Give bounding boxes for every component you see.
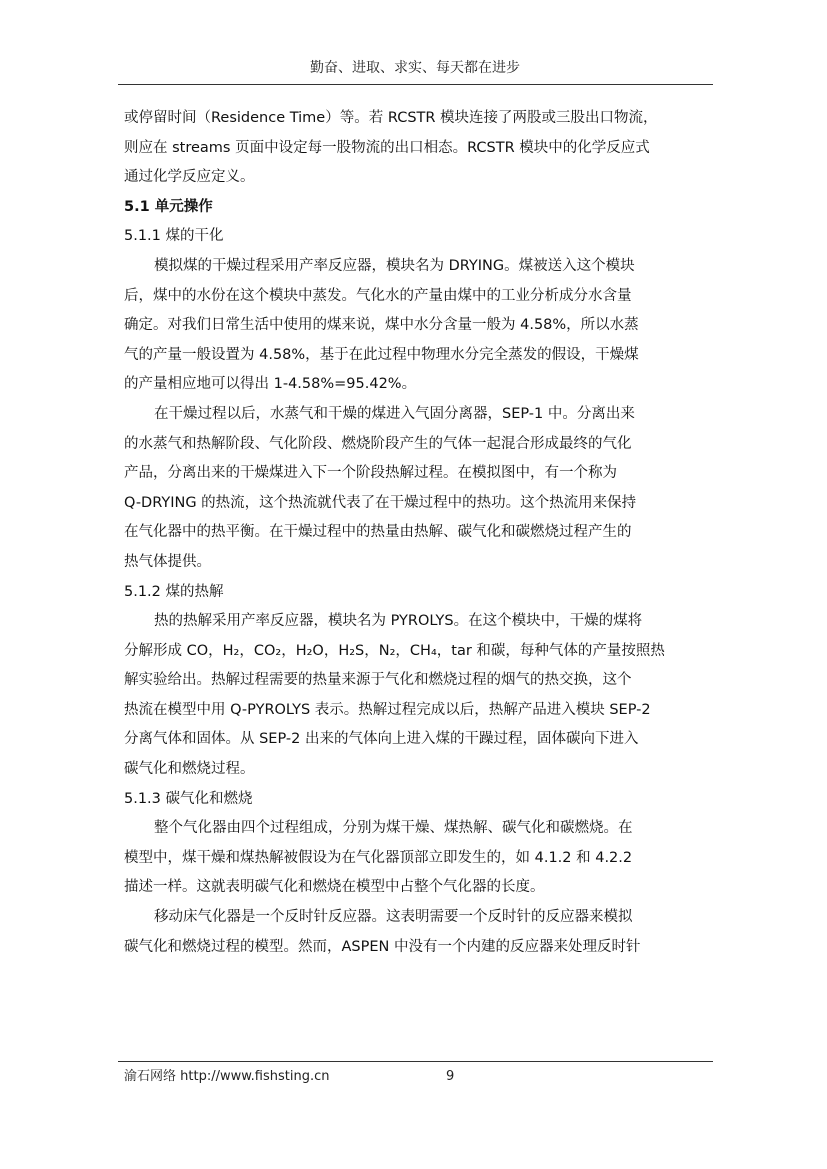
text-line: 热流在模型中用 Q-PYROLYS 表示。热解过程完成以后，热解产品进入模块 SEP-2 xyxy=(124,701,651,718)
text-line: 确定。对我们日常生活中使用的煤来说，煤中水分含量一般为 4.58%，所以水蒸 xyxy=(124,317,639,334)
text-line: 热气体提供。 xyxy=(124,553,211,570)
text-line: 在气化器中的热平衡。在干燥过程中的热量由热解、碳气化和碳燃烧过程产生的 xyxy=(124,524,632,541)
page-number: 9 xyxy=(446,1069,455,1084)
paragraph-first-line: 移动床气化器是一个反时针反应器。这表明需要一个反时针的反应器来模拟 xyxy=(154,909,633,926)
text-line: 通过化学反应定义。 xyxy=(124,169,255,186)
subsection-heading: 5.1.1 煤的干化 xyxy=(124,228,224,245)
text-line: 模型中，煤干燥和煤热解被假设为在气化器顶部立即发生的，如 4.1.2 和 4.2.2 xyxy=(124,849,633,866)
text-line: Q-DRYING 的热流，这个热流就代表了在干燥过程中的热功。这个热流用来保持 xyxy=(124,494,637,511)
footer-site: 渝石网络 http://www.fishsting.cn xyxy=(124,1069,330,1084)
text-line: 产品，分离出来的干燥煤进入下一个阶段热解过程。在模拟图中，有一个称为 xyxy=(124,465,617,482)
text-line: 分离气体和固体。从 SEP-2 出来的气体向上进入煤的干躁过程，固体碳向下进入 xyxy=(124,731,639,748)
page-header: 勤奋、进取、求实、每天都在进步 xyxy=(310,60,520,76)
text-line: 的产量相应地可以得出 1-4.58%=95.42%。 xyxy=(124,376,417,393)
paragraph-first-line: 在干燥过程以后，水蒸气和干燥的煤进入气固分离器，SEP-1 中。分离出来 xyxy=(154,405,635,422)
header-rule xyxy=(118,84,713,85)
document-body xyxy=(124,104,706,962)
text-line: 则应在 streams 页面中设定每一股物流的出口相态。RCSTR 模块中的化学反应式 xyxy=(124,139,650,156)
footer-rule xyxy=(118,1061,713,1062)
subsection-heading: 5.1.2 煤的热解 xyxy=(124,583,224,600)
text-line: 描述一样。这就表明碳气化和燃烧在模型中占整个气化器的长度。 xyxy=(124,879,545,896)
text-line: 碳气化和燃烧过程。 xyxy=(124,761,255,778)
text-line: 气的产量一般设置为 4.58%，基于在此过程中物理水分完全蒸发的假设，干燥煤 xyxy=(124,346,639,363)
paragraph-first-line: 模拟煤的干燥过程采用产率反应器，模块名为 DRYING。煤被送入这个模块 xyxy=(154,257,635,274)
paragraph-first-line: 热的热解采用产率反应器，模块名为 PYROLYS。在这个模块中，干燥的煤将 xyxy=(154,613,643,630)
subsection-heading: 5.1.3 碳气化和燃烧 xyxy=(124,790,253,807)
text-line: 解实验给出。热解过程需要的热量来源于气化和燃烧过程的烟气的热交换，这个 xyxy=(124,672,632,689)
text-line: 分解形成 CO，H₂，CO₂，H₂O，H₂S，N₂，CH₄，tar 和碳，每种气体的产量按照热 xyxy=(124,642,665,659)
text-line: 或停留时间（Residence Time）等。若 RCSTR 模块连接了两股或三股出口物流， xyxy=(124,110,658,126)
paragraph-first-line: 整个气化器由四个过程组成，分别为煤干燥、煤热解、碳气化和碳燃烧。在 xyxy=(154,820,633,837)
section-heading: 5.1 单元操作 xyxy=(124,198,213,215)
text-line: 的水蒸气和热解阶段、气化阶段、燃烧阶段产生的气体一起混合形成最终的气化 xyxy=(124,435,632,452)
text-line: 碳气化和燃烧过程的模型。然而，ASPEN 中没有一个内建的反应器来处理反时针 xyxy=(124,938,641,955)
text-line: 后，煤中的水份在这个模块中蒸发。气化水的产量由煤中的工业分析成分水含量 xyxy=(124,287,632,304)
